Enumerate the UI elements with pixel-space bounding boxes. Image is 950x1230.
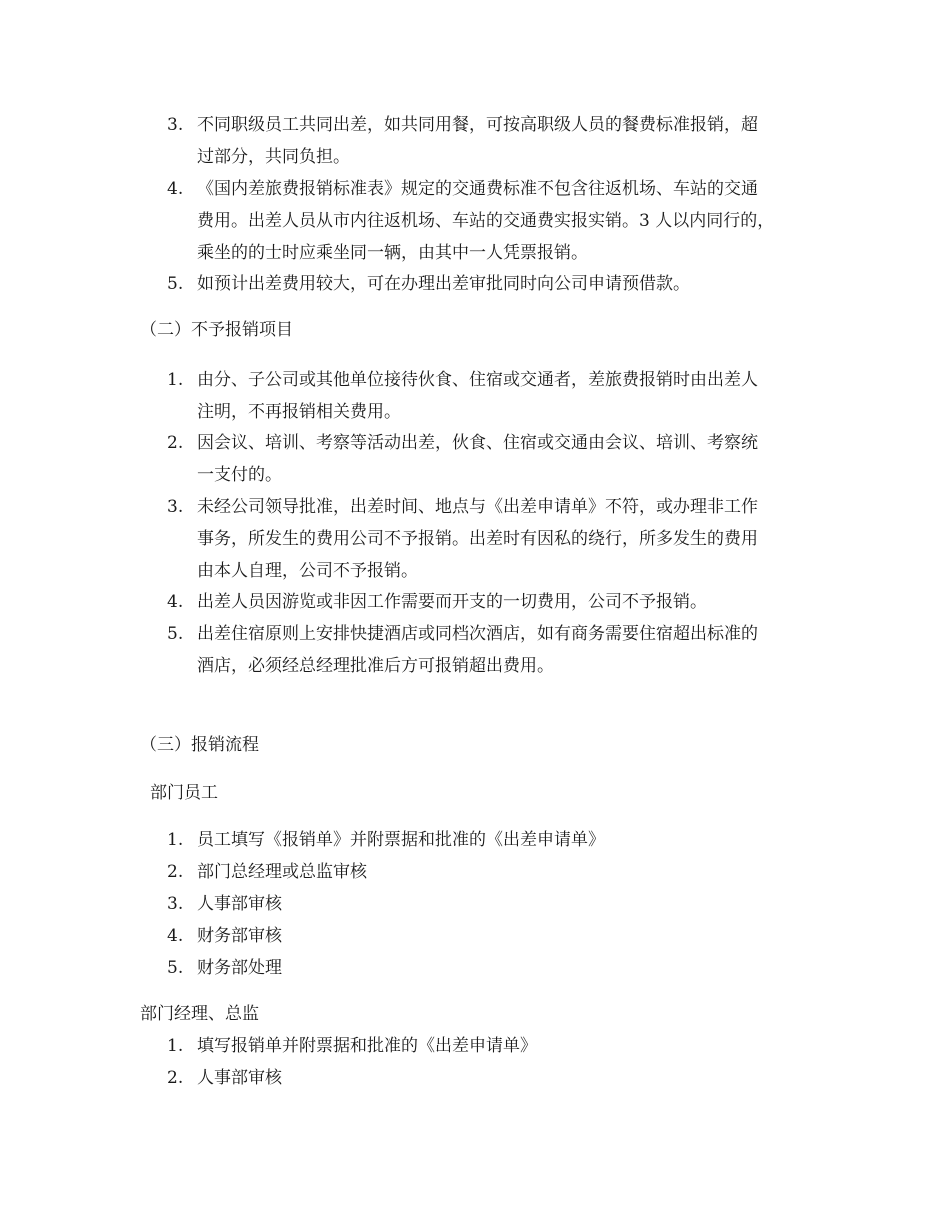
text-line: 出差人员因游览或非因工作需要而开支的一切费用，公司不予报销。 <box>197 592 707 612</box>
list-text: 财务部审核 <box>197 926 282 946</box>
list-number: 4. <box>167 179 184 199</box>
text-line: 未经公司领导批准，出差时间、地点与《出差申请单》不符，或办理非工作 <box>197 497 758 517</box>
list-number: 1. <box>167 1036 184 1056</box>
text-line: 费用。出差人员从市内往返机场、车站的交通费实报实销。3 人以内同行的， <box>197 211 775 231</box>
text-line: 一支付的。 <box>197 465 282 485</box>
list-text <box>197 364 817 428</box>
text-line: 出差住宿原则上安排快捷酒店或同档次酒店，如有商务需要住宿超出标准的 <box>197 624 758 644</box>
text-line: 不同职级员工共同出差，如共同用餐，可按高职级人员的餐费标准报销，超 <box>197 115 758 135</box>
list-number: 3. <box>167 115 184 135</box>
list-number: 2. <box>167 862 184 882</box>
text-line: 由本人自理，公司不予报销。 <box>197 561 418 581</box>
text-line: 因会议、培训、考察等活动出差，伙食、住宿或交通由会议、培训、考察统 <box>197 433 758 453</box>
list-text: 人事部审核 <box>197 894 282 914</box>
list-number: 4. <box>167 926 184 946</box>
list-text: 员工填写《报销单》并附票据和批准的《出差申请单》 <box>197 830 605 850</box>
list-number: 4. <box>167 592 184 612</box>
text-line: 如预计出差费用较大，可在办理出差审批同时向公司申请预借款。 <box>197 274 690 294</box>
section-heading: （二）不予报销项目 <box>140 320 293 340</box>
text-line: 由分、子公司或其他单位接待伙食、住宿或交通者，差旅费报销时由出差人 <box>197 370 758 390</box>
text-line: 过部分，共同负担。 <box>197 147 350 167</box>
list-text <box>197 109 817 173</box>
list-number: 5. <box>167 274 184 294</box>
list-text: 人事部审核 <box>197 1068 282 1088</box>
text-line: 注明，不再报销相关费用。 <box>197 402 401 422</box>
text-line: 酒店，必须经总经理批准后方可报销超出费用。 <box>197 656 554 676</box>
subsection-heading: 部门经理、总监 <box>140 1004 259 1024</box>
list-text: 财务部处理 <box>197 958 282 978</box>
list-text <box>197 586 817 618</box>
subsection-heading: 部门员工 <box>150 783 218 803</box>
text-line: 事务，所发生的费用公司不予报销。出差时有因私的绕行，所多发生的费用 <box>197 529 758 549</box>
list-text: 部门总经理或总监审核 <box>197 862 367 882</box>
list-text <box>197 268 817 300</box>
text-line: 《国内差旅费报销标准表》规定的交通费标准不包含往返机场、车站的交通 <box>197 179 758 199</box>
list-number: 1. <box>167 370 184 390</box>
text-line: 乘坐的的士时应乘坐同一辆，由其中一人凭票报销。 <box>197 243 588 263</box>
list-number: 1. <box>167 830 184 850</box>
list-text <box>197 173 817 269</box>
list-number: 5. <box>167 958 184 978</box>
list-text: 填写报销单并附票据和批准的《出差申请单》 <box>197 1036 537 1056</box>
list-number: 2. <box>167 1068 184 1088</box>
list-number: 3. <box>167 894 184 914</box>
list-number: 2. <box>167 433 184 453</box>
section-heading: （三）报销流程 <box>140 735 259 755</box>
list-text <box>197 427 817 491</box>
list-text <box>197 491 817 587</box>
list-text <box>197 618 817 682</box>
list-number: 3. <box>167 497 184 517</box>
list-number: 5. <box>167 624 184 644</box>
